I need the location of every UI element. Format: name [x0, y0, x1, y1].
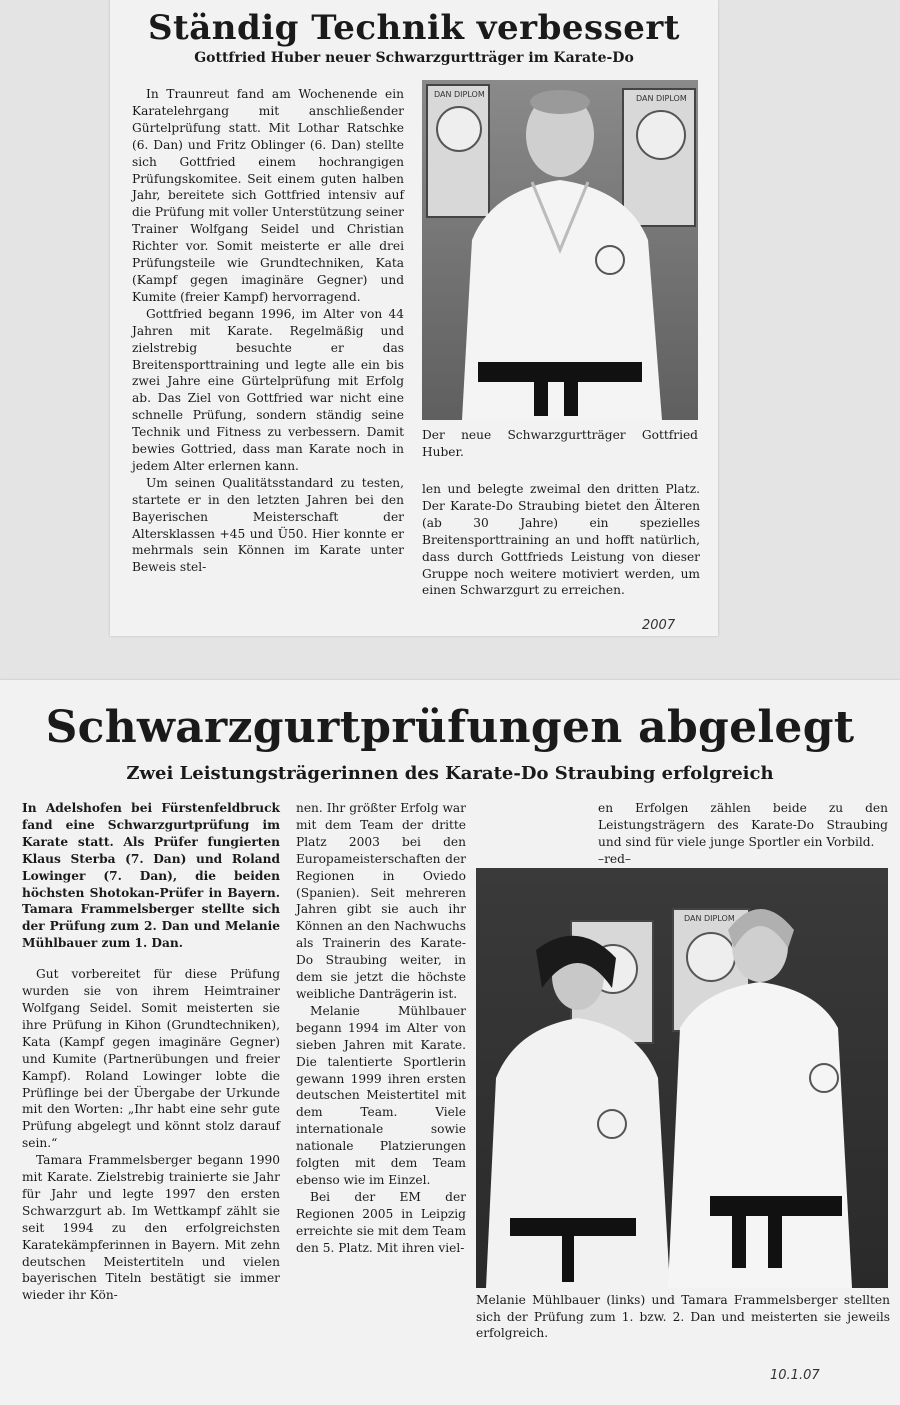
- paragraph: Tamara Frammelsberger begann 1990 mit Karate. Zielstrebig trainierte sie Jahr für Jahr und legte 1997 den ersten Schwarzgurt ab. Im Wettkampf zählt sie seit 1994 zu den erfolgreichsten Karatekämpferinnen in Bayern. Mit zehn deutschen Meistertiteln und vielen bayerischen Titeln bestätigt sie immer wieder ihr Kön-: [22, 1153, 280, 1303]
- headline: Schwarzgurtprüfungen abgelegt: [45, 702, 855, 753]
- newspaper-clipping-2: [0, 680, 900, 1405]
- paragraph: In Traunreut fand am Wochenende ein Karatelehrgang mit anschließender Gürtelprüfung statt. Mit Lothar Ratschke (6. Dan) und Fritz Oblinger (6. Dan) stellte sich Gottfried einem hochrangigen Prüfungskomitee. Seit einem guten halben Jahr, bereitete sich Gottfried intensiv auf die Prüfung mit voller Unterstützung seiner Trainer Wolfgang Seidel und Christian Richter vor. Somit meisterte er alle drei Prüfungsteile wie Grundtechniken, Kata (Kampf gegen imaginäre Gegner) und Kumite (freier Kampf) hervorragend.: [132, 87, 404, 304]
- article-column-2: [296, 800, 466, 1256]
- diploma-poster: DAN DIPLOM: [672, 908, 750, 1032]
- headline: Ständig Technik verbessert: [147, 8, 681, 48]
- newspaper-clipping-1: [110, 0, 718, 636]
- article-column-2: [422, 481, 700, 599]
- photo-two-karatekas: [476, 868, 888, 1288]
- photo-caption: Melanie Mühlbauer (links) und Tamara Frammelsberger stellten sich der Prüfung zum 1. bzw. 2. Dan und meisterten sie jeweils erfolgreich.: [476, 1293, 890, 1340]
- diploma-poster: DAN DIPLOM: [426, 84, 490, 218]
- paragraph: Bei der EM der Regionen 2005 in Leipzig erreichte sie mit dem Team den 5. Platz. Mit ihren viel-: [296, 1189, 466, 1255]
- diploma-poster: DAN DIPLOM: [622, 88, 696, 227]
- article-column-1: [22, 800, 280, 1304]
- paragraph: Gottfried begann 1996, im Alter von 44 Jahren mit Karate. Regelmäßig und zielstrebig besuchte er das Breitensporttraining und legte alle ein bis zwei Jahre eine Gürtelprüfung mit Erfolg ab. Das Ziel von Gottfried war nicht eine schnelle Prüfung, sondern ständig seine Technik und Fitness zu verbessern. Damit bewies Gottried, dass man Karate noch in jedem Alter erlernen kann.: [132, 306, 404, 473]
- handwritten-date: 10.1.07: [770, 1368, 820, 1383]
- karateka-figure: [422, 80, 698, 420]
- lead-paragraph: In Adelshofen bei Fürstenfeldbruck fand eine Schwarzgurtprüfung im Karate statt. Als Prüfer fungierten Klaus Sterba (7. Dan) und Roland Lowinger (7. Dan), die beiden höchsten Shotokan-Prüfer in Bayern. Tamara Frammelsberger stellte sich der Prüfung zum 2. Dan und Melanie Mühlbauer zum 1. Dan.: [22, 801, 280, 951]
- author-signoff: –red–: [598, 851, 632, 866]
- photo-caption: Der neue Schwarzgurtträger Gottfried Huber.: [422, 428, 698, 459]
- paragraph: nen. Ihr größter Erfolg war mit dem Team der dritte Platz 2003 bei den Europameisterschaften der Regionen in Oviedo (Spanien). Seit mehreren Jahren gibt sie auch ihr Können an den Nachwuchs als Trainerin des Karate-Do Straubing weiter, in dem sie jetzt die höchste weibliche Danträgerin ist.: [296, 801, 466, 1001]
- paragraph: len und belegte zweimal den dritten Platz. Der Karate-Do Straubing bietet den Älteren (ab 30 Jahre) ein spezielles Breitensporttraining an und hofft natürlich, dass durch Gottfrieds Leistung von dieser Gruppe noch weitere motiviert werden, um einen Schwarzgurt zu erreichen.: [422, 482, 700, 598]
- karateka-figures: [476, 868, 888, 1288]
- article-column-1: [132, 86, 404, 576]
- subheadline: Gottfried Huber neuer Schwarzgurtträger im Karate-Do: [194, 50, 634, 66]
- article-column-3: [598, 800, 888, 868]
- paragraph: Melanie Mühlbauer begann 1994 im Alter von sieben Jahren mit Karate. Die talentierte Sportlerin gewann 1999 ihren ersten deutschen Meistertitel mit dem Team. Viele internationale sowie nationale Platzierungen folgten mit dem Team ebenso wie im Einzel.: [296, 1003, 466, 1187]
- paragraph: Gut vorbereitet für diese Prüfung wurden sie von ihrem Heimtrainer Wolfgang Seidel. Somit meisterten sie ihre Prüfung in Kihon (Grundtechniken), Kata (Kampf gegen imaginäre Gegner) und Kumite (Partnerübungen und freier Kampf). Roland Lowinger lobte die Prüflinge bei der Übergabe der Urkunde mit den Worten: „Ihr habt eine sehr gute Prüfung abgelegt und könnt stolz darauf sein.“: [22, 967, 280, 1151]
- subheadline: Zwei Leistungsträgerinnen des Karate-Do Straubing erfolgreich: [126, 763, 774, 784]
- paragraph: Um seinen Qualitätsstandard zu testen, startete er in den letzten Jahren bei den Bayerischen Meisterschaft der Altersklassen +45 und Ü50. Hier konnte er mehrmals sein Können im Karate unter Beweis stel-: [132, 475, 404, 575]
- photo-gottfried-huber: [422, 80, 698, 420]
- paragraph: en Erfolgen zählen beide zu den Leistungsträgern des Karate-Do Straubing und sind für viele junge Sportler ein Vorbild.: [598, 801, 888, 849]
- handwritten-date: 2007: [642, 618, 676, 633]
